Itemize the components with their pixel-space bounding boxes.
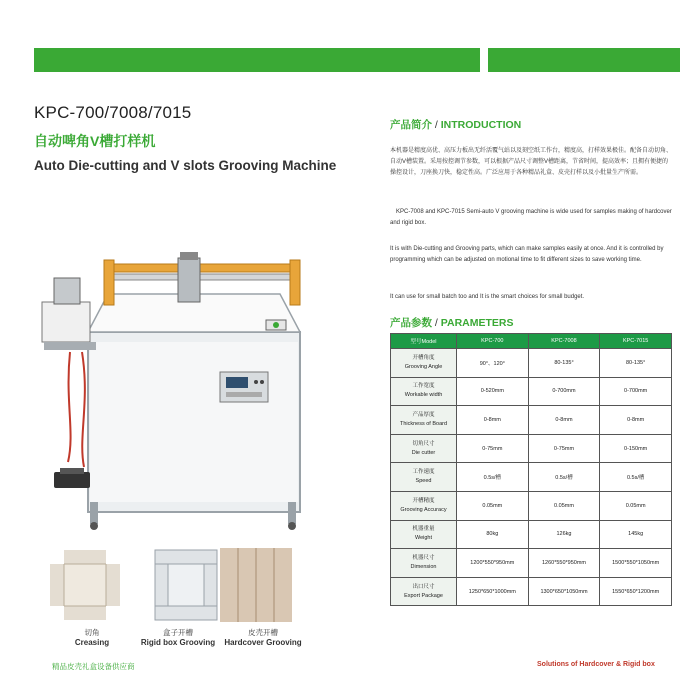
param-value-cell: 0.5s/槽 <box>600 463 672 492</box>
param-name-cn: 机器尺寸 <box>412 554 435 561</box>
table-row <box>391 577 672 606</box>
sample-images <box>40 544 300 624</box>
param-value-cell: 1260*550*950mm <box>528 549 600 578</box>
table-row <box>391 520 672 549</box>
param-value-cell: 0-700mm <box>600 377 672 406</box>
table-header: KPC-700 <box>457 334 529 349</box>
param-value-cell: 80kg <box>457 520 529 549</box>
sample-caption-creasing <box>52 628 132 648</box>
intro-title: 产品简介 / INTRODUCTION <box>390 119 522 131</box>
table-header: KPC-7015 <box>600 334 672 349</box>
param-name-cell <box>391 377 457 406</box>
sample-caption-cn: 切角 <box>84 628 100 637</box>
param-name-cell <box>391 406 457 435</box>
param-name-cell <box>391 491 457 520</box>
intro-en-line-1: KPC-7008 and KPC-7015 Semi-auto V grooving machine is wide used for samples making of hardcover and rigid box. <box>390 209 672 226</box>
param-value-cell: 1500*550*1050mm <box>600 549 672 578</box>
solutions-note: Solutions of Hardcover & Rigid box <box>537 661 655 668</box>
param-name-en: Grooving Angle <box>404 363 443 370</box>
intro-title-en: INTRODUCTION <box>440 119 522 131</box>
table-row <box>391 463 672 492</box>
param-value-cell: 90°、120° <box>457 349 529 378</box>
sample-caption-en: Hardcover Grooving <box>224 638 302 647</box>
parameters-table <box>390 333 672 606</box>
param-name-en: Thickness of Board <box>399 420 448 427</box>
param-name-cn: 开槽精度 <box>412 497 435 504</box>
sample-caption-en: Creasing <box>74 638 110 647</box>
rigid-box-sample-image <box>155 550 217 620</box>
param-value-cell: 0-8mm <box>528 406 600 435</box>
table-header: 型号Model <box>391 334 457 349</box>
param-name-cell <box>391 577 457 606</box>
param-name-cn: 开槽角度 <box>412 354 435 361</box>
params-title-cn: 产品参数 <box>390 317 432 329</box>
creasing-sample-image <box>50 550 120 620</box>
param-name-cell <box>391 349 457 378</box>
param-name-cell <box>391 549 457 578</box>
intro-en-line-3: It can use for small batch too and It is the smart choices for small budget. <box>390 294 585 300</box>
hardcover-sample-image <box>220 548 292 622</box>
param-value-cell: 80-135° <box>600 349 672 378</box>
table-row <box>391 406 672 435</box>
table-row <box>391 349 672 378</box>
table-row <box>391 377 672 406</box>
param-name-cell <box>391 463 457 492</box>
param-value-cell: 145kg <box>600 520 672 549</box>
param-name-en: Weight <box>414 535 433 542</box>
param-name-cn: 机器重量 <box>412 526 435 533</box>
param-value-cell: 126kg <box>528 520 600 549</box>
param-value-cell: 1200*550*950mm <box>457 549 529 578</box>
param-name-cn: 出口尺寸 <box>412 583 435 590</box>
param-value-cell: 0-75mm <box>528 434 600 463</box>
table-row <box>391 491 672 520</box>
header-green-bar-right <box>488 48 680 72</box>
sample-caption-cn: 皮壳开槽 <box>248 628 278 637</box>
param-name-cn: 工作宽度 <box>412 383 435 390</box>
sample-caption-cn: 盒子开槽 <box>163 628 193 637</box>
intro-en-line-2: It is with Die-cutting and Grooving parts, which can make samples easily at once. And it is controlled by programming which can be adjusted on motional time to fit different sizes to save working time. <box>390 246 664 263</box>
table-header: KPC-7008 <box>528 334 600 349</box>
param-value-cell: 0-520mm <box>457 377 529 406</box>
param-value-cell: 1300*650*1050mm <box>528 577 600 606</box>
param-value-cell: 0.05mm <box>528 491 600 520</box>
params-title: 产品参数 / PARAMETERS <box>390 317 514 329</box>
param-value-cell: 0.05mm <box>457 491 529 520</box>
param-value-cell: 0-700mm <box>528 377 600 406</box>
param-name-en: Die cutter <box>411 449 436 456</box>
model-title: KPC-700/7008/7015 <box>34 103 192 122</box>
intro-cn-paragraph: 本机器是精度高优、高压力板出无纤活覆气站以及刻空纸工作台，精度高，打样效果极佳。配备自动切角、自动V槽装置。采用按控调节参数，可以根据产品尺寸调整V槽距离，节省时间，提高效率；且拥有便捷的操控设计，刀座换刀快，稳定性高。广泛应用于各种精品礼盒、皮壳打样以及小批量生产所需。 <box>390 148 673 176</box>
header-green-bar-left <box>34 48 480 72</box>
param-name-cell <box>391 520 457 549</box>
param-value-cell: 80-135° <box>528 349 600 378</box>
param-name-cn: 工作速度 <box>412 469 435 476</box>
product-name-en: Auto Die-cutting and V slots Grooving Machine <box>34 158 337 173</box>
param-value-cell: 1550*650*1200mm <box>600 577 672 606</box>
param-name-en: Grooving Accuracy <box>400 506 447 513</box>
intro-title-cn: 产品简介 <box>390 119 432 131</box>
sample-caption-rigid-box <box>138 628 218 648</box>
param-name-en: Dimension <box>410 563 437 570</box>
param-name-cn: 切角尺寸 <box>412 440 435 447</box>
table-row <box>391 549 672 578</box>
params-title-en: PARAMETERS <box>440 317 514 329</box>
table-row <box>391 434 672 463</box>
param-value-cell: 0.5s/槽 <box>457 463 529 492</box>
param-value-cell: 0-8mm <box>600 406 672 435</box>
param-value-cell: 0.05mm <box>600 491 672 520</box>
param-name-en: Workable width <box>404 392 443 399</box>
param-value-cell: 1250*650*1000mm <box>457 577 529 606</box>
sample-caption-en: Rigid box Grooving <box>140 638 216 647</box>
param-name-cell <box>391 434 457 463</box>
param-name-en: Export Package <box>404 592 443 599</box>
product-name-cn: 自动啤角V槽打样机 <box>34 133 156 149</box>
param-value-cell: 0.5s/槽 <box>528 463 600 492</box>
param-value-cell: 0-8mm <box>457 406 529 435</box>
sample-caption-hardcover <box>218 628 308 648</box>
param-value-cell: 0-75mm <box>457 434 529 463</box>
supplier-note: 精品皮壳礼盒设备供应商 <box>52 662 135 671</box>
param-value-cell: 0-150mm <box>600 434 672 463</box>
param-name-cn: 产品厚度 <box>412 411 435 418</box>
machine-image <box>30 232 370 532</box>
param-name-en: Speed <box>415 478 432 485</box>
